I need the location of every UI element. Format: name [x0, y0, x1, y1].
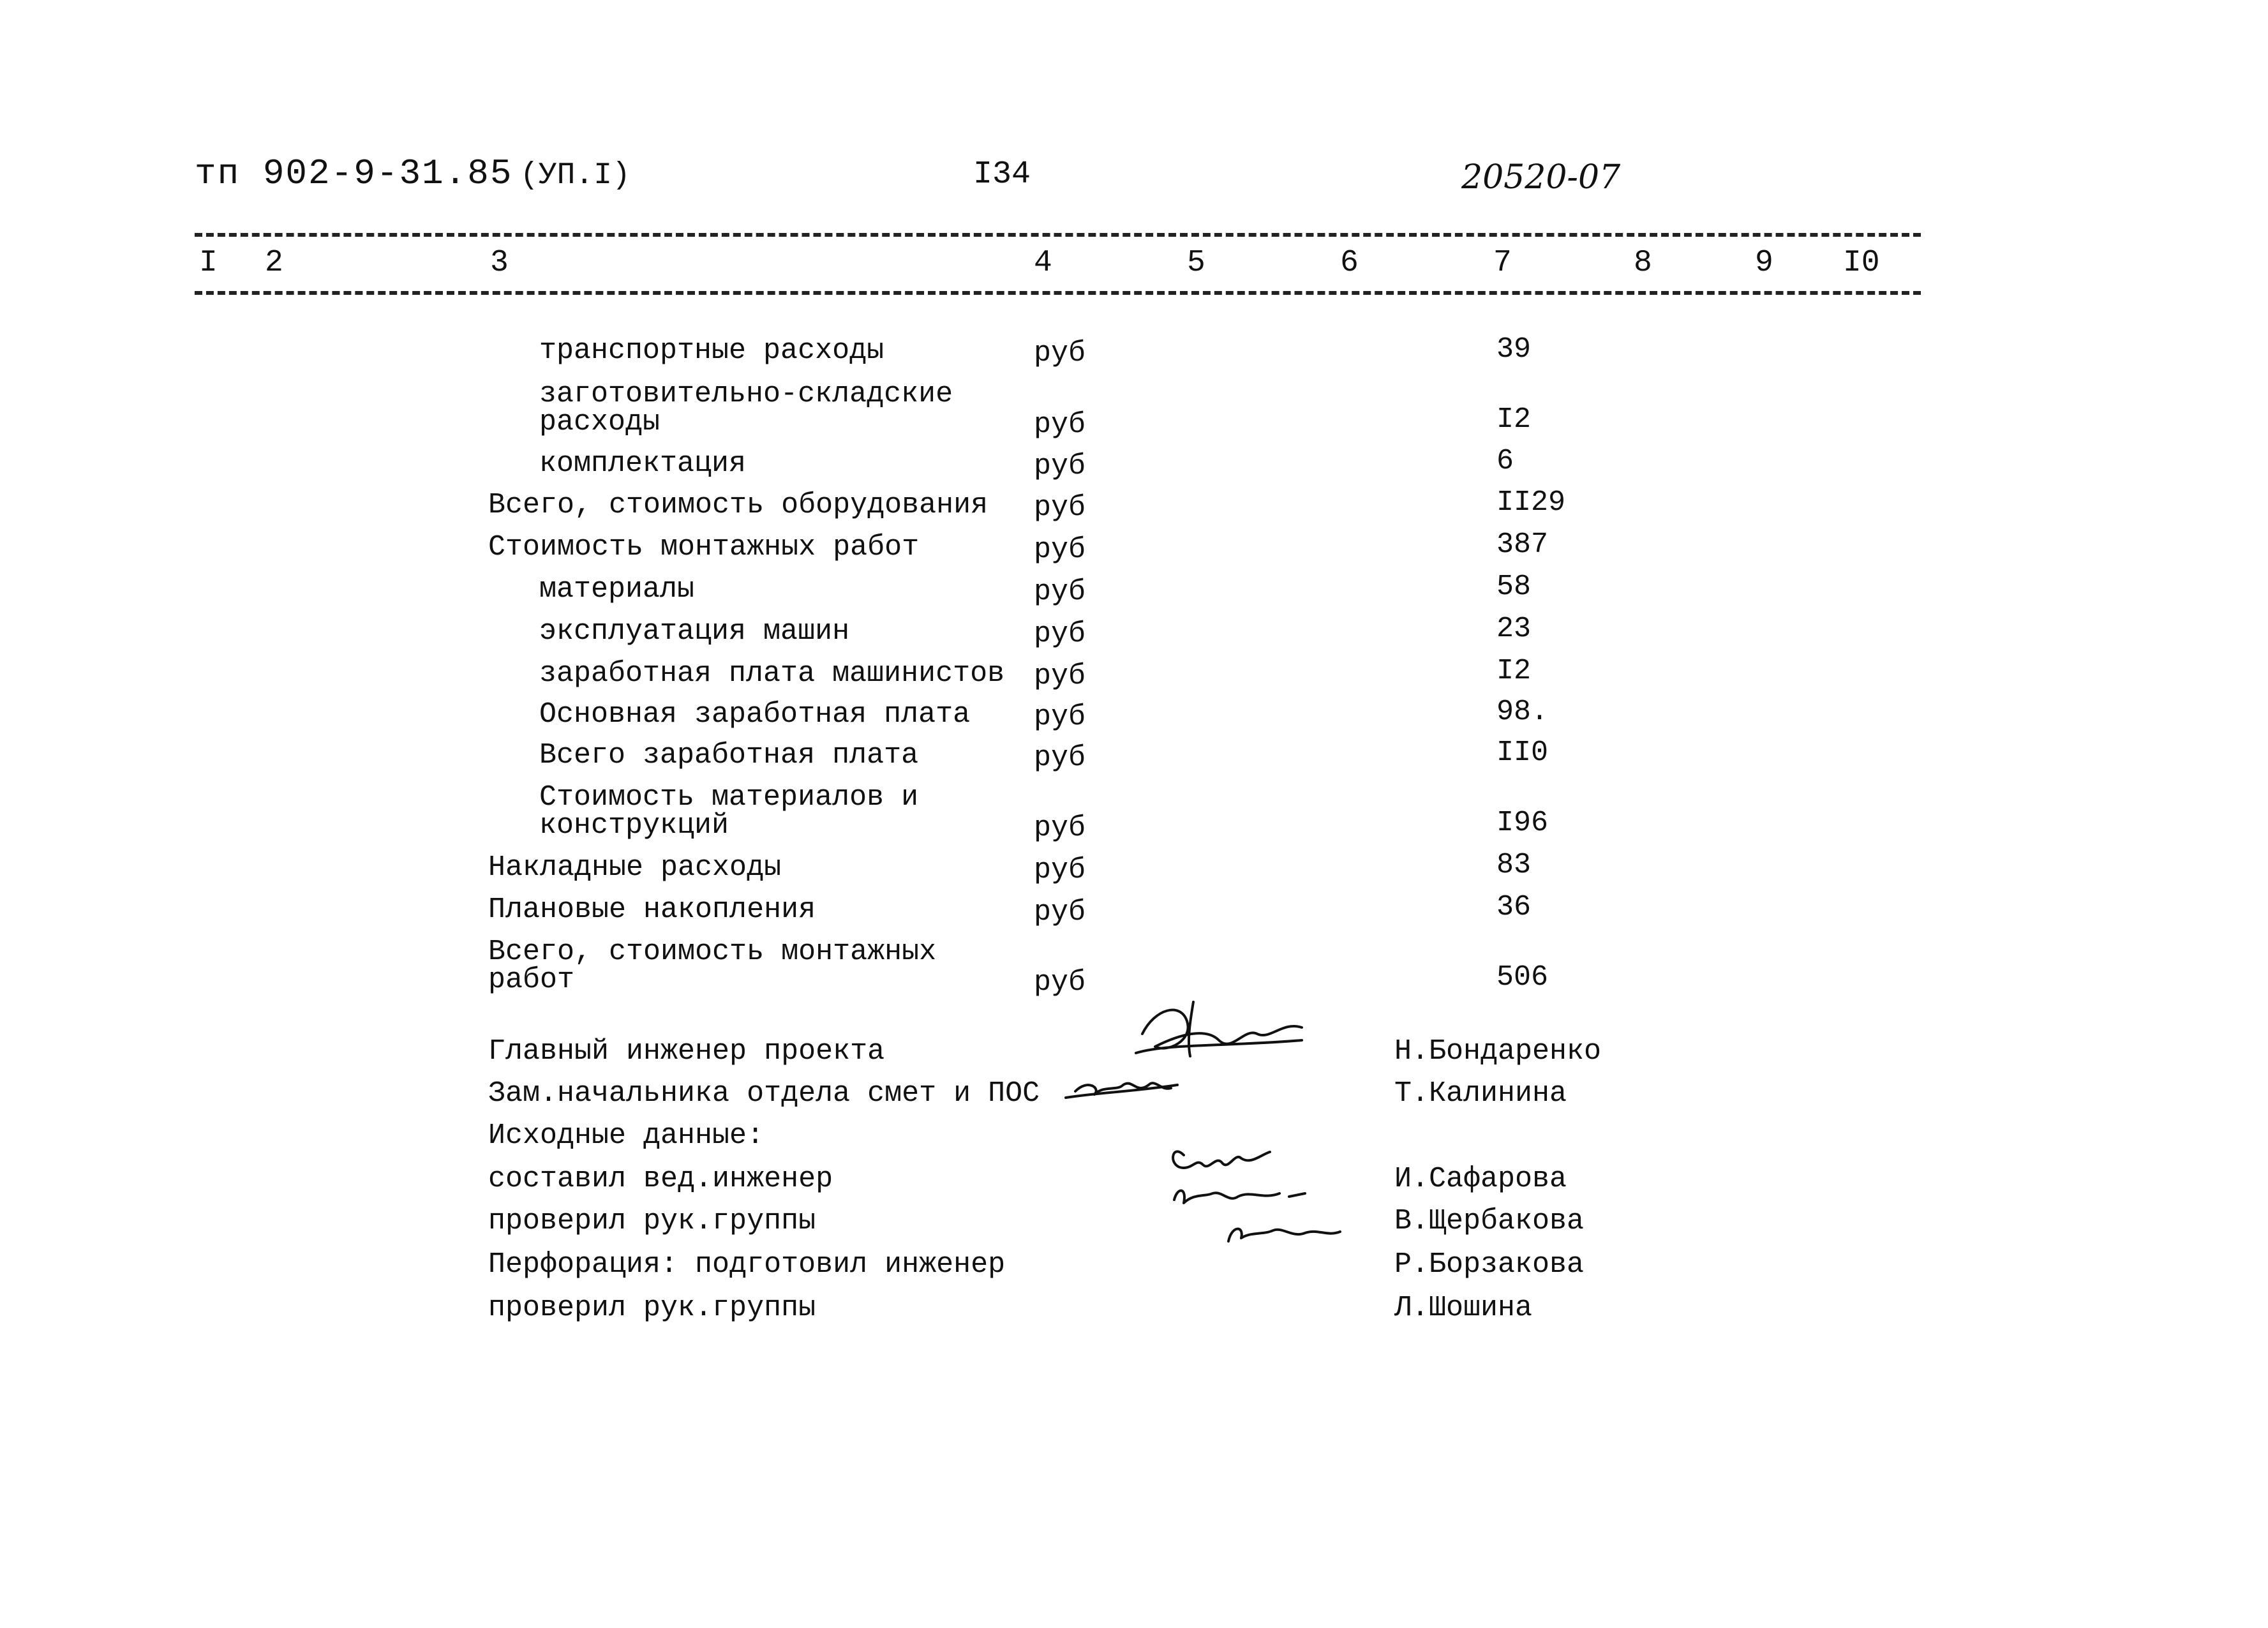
table-row-unit: руб [1034, 534, 1086, 566]
deputy-label: Зам.начальника отдела смет и ПОС [488, 1077, 1040, 1110]
table-row-value: 387 [1496, 528, 1549, 561]
table-row-label: Всего, стоимость монтажных работ [488, 936, 937, 996]
table-row-unit: руб [1034, 812, 1086, 844]
chief-engineer-name: Н.Бондаренко [1394, 1035, 1602, 1068]
section-label: (УП.I) [520, 158, 630, 193]
compiled-label: составил вед.инженер [488, 1163, 833, 1195]
table-row-value: 6 [1496, 445, 1514, 477]
table-row-label: транспортные расходы [539, 334, 884, 367]
column-number: 5 [1187, 246, 1205, 280]
table-row-unit: руб [1034, 742, 1086, 774]
table-row-unit: руб [1034, 450, 1086, 482]
table-row-value: I2 [1496, 403, 1532, 436]
table-row-unit: руб [1034, 491, 1086, 524]
signature-scribble [1173, 1151, 1270, 1168]
checked-label: проверил рук.группы [488, 1205, 816, 1237]
table-row-label: Стоимость материалов и конструкций [539, 781, 919, 842]
table-row-label: комплектация [539, 447, 747, 480]
column-number: 3 [490, 246, 509, 280]
signature-scribble [1228, 1229, 1340, 1241]
table-row-label: Всего заработная плата [539, 739, 919, 772]
table-row-unit: руб [1034, 896, 1086, 929]
header-top-rule [195, 233, 1921, 237]
table-row-value: I2 [1496, 655, 1532, 687]
checked-label: проверил рук.группы [488, 1292, 816, 1324]
deputy-name: Т.Калинина [1394, 1077, 1567, 1110]
table-row-value: 36 [1496, 891, 1532, 923]
header-bottom-rule [195, 291, 1921, 295]
handwritten-signatures [1059, 983, 1404, 1251]
table-row-unit: руб [1034, 576, 1086, 608]
table-row-label: Стоимость монтажных работ [488, 531, 920, 564]
document-code: тп 902-9-31.85 [195, 153, 513, 194]
column-number: 9 [1755, 246, 1773, 280]
table-row-unit: руб [1034, 966, 1086, 999]
chief-engineer-label: Главный инженер проекта [488, 1035, 885, 1068]
table-row-label: заработная плата машинистов [539, 657, 1005, 690]
column-number: I0 [1843, 246, 1880, 280]
document-number: 20520-07 [1461, 158, 1621, 197]
table-row-unit: руб [1034, 408, 1086, 441]
source-data-label: Исходные данные: [488, 1119, 765, 1152]
table-row-value: 98. [1496, 696, 1549, 728]
perforation-label: Перфорация: подготовил инженер [488, 1248, 1006, 1281]
table-row-unit: руб [1034, 660, 1086, 692]
table-row-label: материалы [539, 573, 695, 606]
column-number: 2 [265, 246, 283, 280]
table-row-label: эксплуатация машин [539, 615, 850, 648]
table-row-label: Всего, стоимость оборудования [488, 489, 989, 521]
signature-scribble [1174, 1191, 1305, 1203]
checked-name: Л.Шошина [1394, 1292, 1533, 1324]
perforation-name: Р.Борзакова [1394, 1248, 1585, 1281]
signature-scribble [1189, 1002, 1193, 1056]
table-row-label: Плановые накопления [488, 893, 816, 926]
column-number: I [199, 246, 218, 280]
table-row-label: Основная заработная плата [539, 698, 971, 731]
column-number: 6 [1340, 246, 1359, 280]
table-row-value: 58 [1496, 571, 1532, 603]
signature-scribble [1136, 1040, 1302, 1053]
checked-name: В.Щербакова [1394, 1205, 1585, 1237]
table-row-label: заготовительно-складские расходы [539, 378, 953, 438]
table-row-value: 83 [1496, 849, 1532, 881]
table-row-label: Накладные расходы [488, 851, 782, 884]
table-row-value: I96 [1496, 807, 1549, 839]
column-number: 4 [1034, 246, 1052, 280]
table-row-value: 39 [1496, 333, 1532, 366]
table-row-unit: руб [1034, 701, 1086, 733]
compiled-name: И.Сафарова [1394, 1163, 1567, 1195]
table-row-value: 23 [1496, 613, 1532, 645]
column-number: 8 [1634, 246, 1652, 280]
table-row-unit: руб [1034, 337, 1086, 370]
column-number: 7 [1493, 246, 1512, 280]
page-number: I34 [973, 156, 1031, 193]
table-row-value: II29 [1496, 486, 1566, 519]
table-row-unit: руб [1034, 854, 1086, 886]
table-row-value: 506 [1496, 961, 1549, 994]
table-row-value: II0 [1496, 736, 1549, 769]
table-row-unit: руб [1034, 618, 1086, 650]
